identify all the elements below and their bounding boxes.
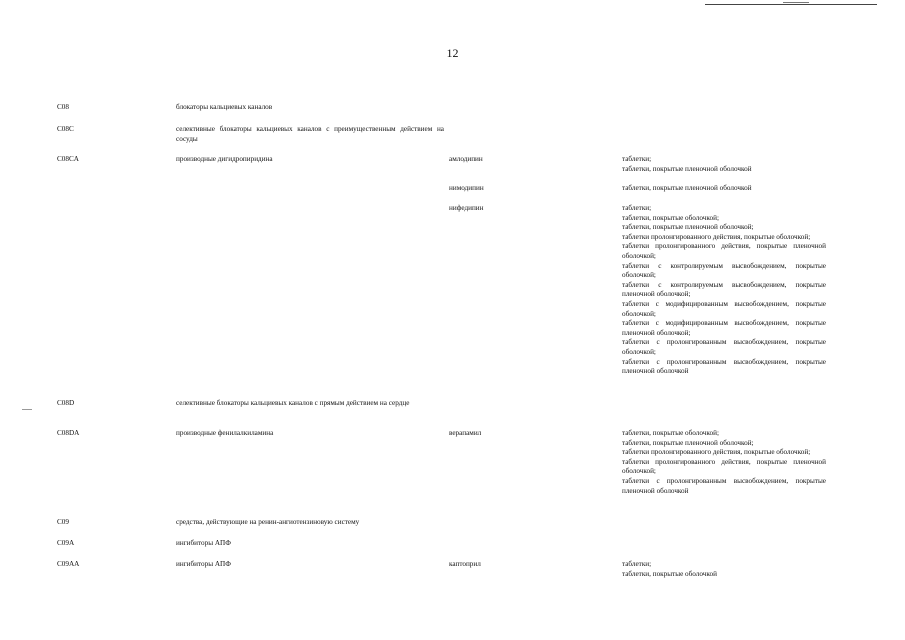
drug-name: нифедипин [449,204,484,212]
group-name: ингибиторы АПФ [176,539,231,547]
dosage-form: таблетки пролонгированного действия, покрытые пленочной оболочкой; [622,457,826,476]
atc-code: C08 [57,103,69,111]
dosage-form: таблетки с контролируемым высвобождением, покрытые пленочной оболочкой; [622,280,826,299]
atc-code: C08D [57,399,75,407]
dosage-form: таблетки с контролируемым высвобождением, покрытые оболочкой; [622,261,826,280]
drug-name: каптоприл [449,560,481,568]
group-name: блокаторы кальциевых каналов [176,103,273,111]
atc-code: C08C [57,125,74,133]
group-name: селективные блокаторы кальциевых каналов с преимущественным действием на сосуды [176,125,444,143]
atc-code: C08CA [57,155,79,163]
dosage-form: таблетки, покрытые пленочной оболочкой; [622,438,754,447]
dosage-form: таблетки; [622,155,652,163]
dosage-form: таблетки пролонгированного действия, покрытые пленочной оболочкой; [622,242,826,260]
dosage-form: таблетки, покрытые пленочной оболочкой [622,184,752,192]
group-name: производные фенилалкиламина [176,429,274,437]
group-name: ингибиторы АПФ [176,560,231,568]
atc-code: C08DA [57,429,80,437]
atc-code: C09AA [57,560,80,568]
dosage-forms [622,184,826,194]
dosage-form: таблетки с пролонгированным высвобождением, покрытые пленочной оболочкой [622,357,826,376]
dosage-form: таблетки с пролонгированным высвобождением, покрытые пленочной оболочкой [622,476,826,495]
dosage-form: таблетки с модифицированным высвобождением, покрытые оболочкой; [622,299,826,318]
atc-code: C09 [57,518,69,526]
dosage-form: таблетки, покрытые пленочной оболочкой [622,164,752,173]
group-name: средства, действующие на ренин-ангиотензиновую систему [176,518,360,526]
atc-code: C09A [57,539,75,547]
dosage-forms [622,560,826,579]
dosage-form: таблетки пролонгированного действия, покрытые оболочкой; [622,448,811,457]
dosage-form: таблетки пролонгированного действия, покрытые оболочкой; [622,232,811,241]
top-rule-short [783,2,809,3]
dosage-form: таблетки, покрытые оболочкой; [622,213,719,222]
dosage-form: таблетки; [622,560,652,568]
dosage-form: таблетки; [622,204,652,212]
top-rule [705,4,877,5]
group-name: производные дигидропиридина [176,155,273,163]
margin-mark [22,409,32,410]
dosage-form: таблетки, покрытые пленочной оболочкой; [622,223,754,232]
drug-name: верапамил [449,429,482,437]
dosage-forms [622,204,826,377]
dosage-form: таблетки с пролонгированным высвобождением, покрытые оболочкой; [622,338,826,356]
drug-name: нимодипин [449,184,484,192]
dosage-form: таблетки с модифицированным высвобождением, покрытые пленочной оболочкой; [622,319,826,337]
drug-name: амлодипин [449,155,483,163]
dosage-form: таблетки, покрытые оболочкой; [622,429,719,437]
dosage-forms [622,429,826,496]
dosage-forms [622,155,826,174]
page-number: 12 [446,46,459,60]
dosage-form: таблетки, покрытые оболочкой [622,569,717,578]
group-name: селективные блокаторы кальциевых каналов с прямым действием на сердце [176,399,410,407]
